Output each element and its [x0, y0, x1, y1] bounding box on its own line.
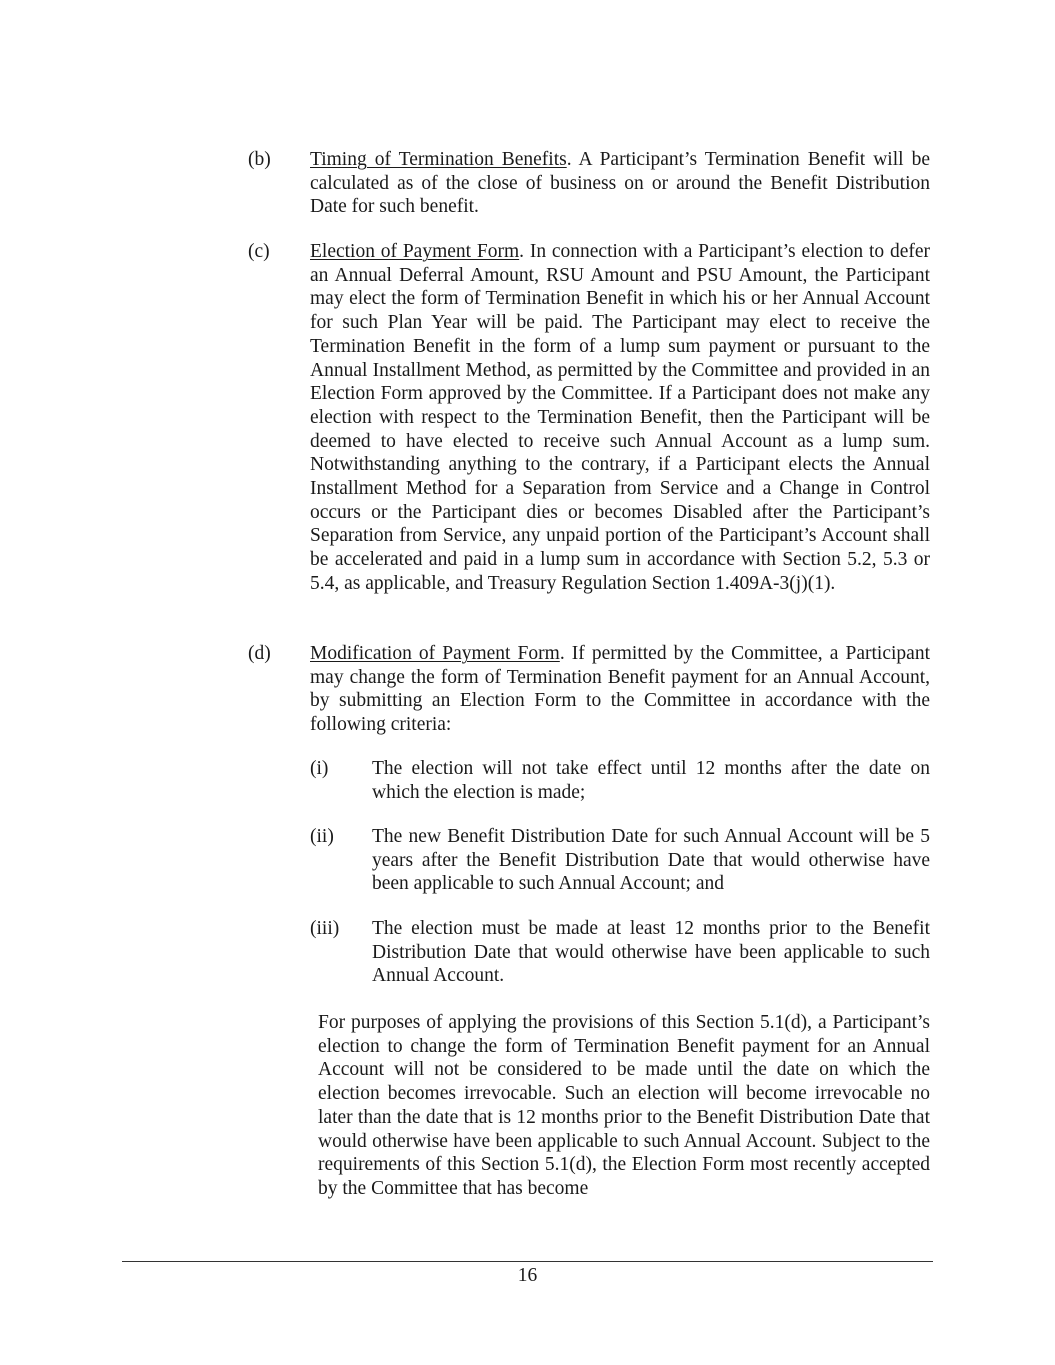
section-c-body: [310, 240, 930, 596]
subitem-i-text: The election will not take effect until 12 months after the date on which the election is made;: [372, 758, 930, 803]
footer-divider: [122, 1261, 933, 1262]
section-d-body: [310, 642, 930, 737]
subitem-ii-text: The new Benefit Distribution Date for such Annual Account will be 5 years after the Benefit Distribution Date that would otherwise have been applicable to such Annual Account; and: [372, 826, 930, 895]
page-number: 16: [517, 1265, 538, 1286]
section-c-text: . In connection with a Participant’s election to defer an Annual Deferral Amount, RSU Amount and PSU Amount, the Participant may elect the form of Termination Benefit in which his or her Annual Account for such Plan Year will be paid. The Participant may elect to receive the Termination Benefit in the form of a lump sum payment or pursuant to the Annual Installment Method, as permitted by the Committee and provided in an Election Form approved by the Committee. If a Participant does not make any election with respect to the Termination Benefit, then the Participant will be deemed to have elected to receive such Annual Account as a lump sum. Notwithstanding anything to the contrary, if a Participant elects the Annual Installment Method for a Separation from Service and a Change in Control occurs or the Participant dies or becomes Disabled after the Participant’s Separation from Service, any unpaid portion of the Participant’s Account shall be accelerated and paid in a lump sum in accordance with Section 5.2, 5.3 or 5.4, as applicable, and Treasury Regulation Section 1.409A-3(j)(1).: [310, 241, 931, 594]
section-d-closing-paragraph: For purposes of applying the provisions of this Section 5.1(d), a Participant’s election to change the form of Termination Benefit payment for an Annual Account will not be considered to be made until the date on which the election becomes irrevocable. Such an election will become irrevocable no later than the date that is 12 months prior to the Benefit Distribution Date that would otherwise have been applicable to such Annual Account. Subject to the requirements of this Section 5.1(d), the Election Form most recently accepted by the Committee that has become: [318, 1012, 930, 1199]
section-d-heading: Modification of Payment Form: [310, 643, 560, 664]
subitem-iii-marker: (iii): [310, 918, 340, 939]
section-b-text: . A Participant’s Termination Benefit will be calculated as of the close of business on or around the Benefit Distribution Date for such benefit.: [310, 149, 930, 218]
section-b-marker: (b): [248, 149, 271, 170]
subitem-i-marker: (i): [310, 758, 329, 779]
subitem-ii-marker: (ii): [310, 826, 334, 847]
subitem-iii-text: The election must be made at least 12 months prior to the Benefit Distribution Date that would otherwise have been applicable to such Annual Account.: [372, 918, 930, 987]
section-b-heading: Timing of Termination Benefits: [310, 149, 567, 170]
section-c-marker: (c): [248, 241, 270, 262]
section-d-text: . If permitted by the Committee, a Participant may change the form of Termination Benefit payment for an Annual Account, by submitting an Election Form to the Committee in accordance with the following criteria:: [310, 643, 930, 736]
section-c-heading: Election of Payment Form: [310, 241, 520, 262]
section-d-marker: (d): [248, 643, 271, 664]
section-b-body: [310, 148, 930, 219]
